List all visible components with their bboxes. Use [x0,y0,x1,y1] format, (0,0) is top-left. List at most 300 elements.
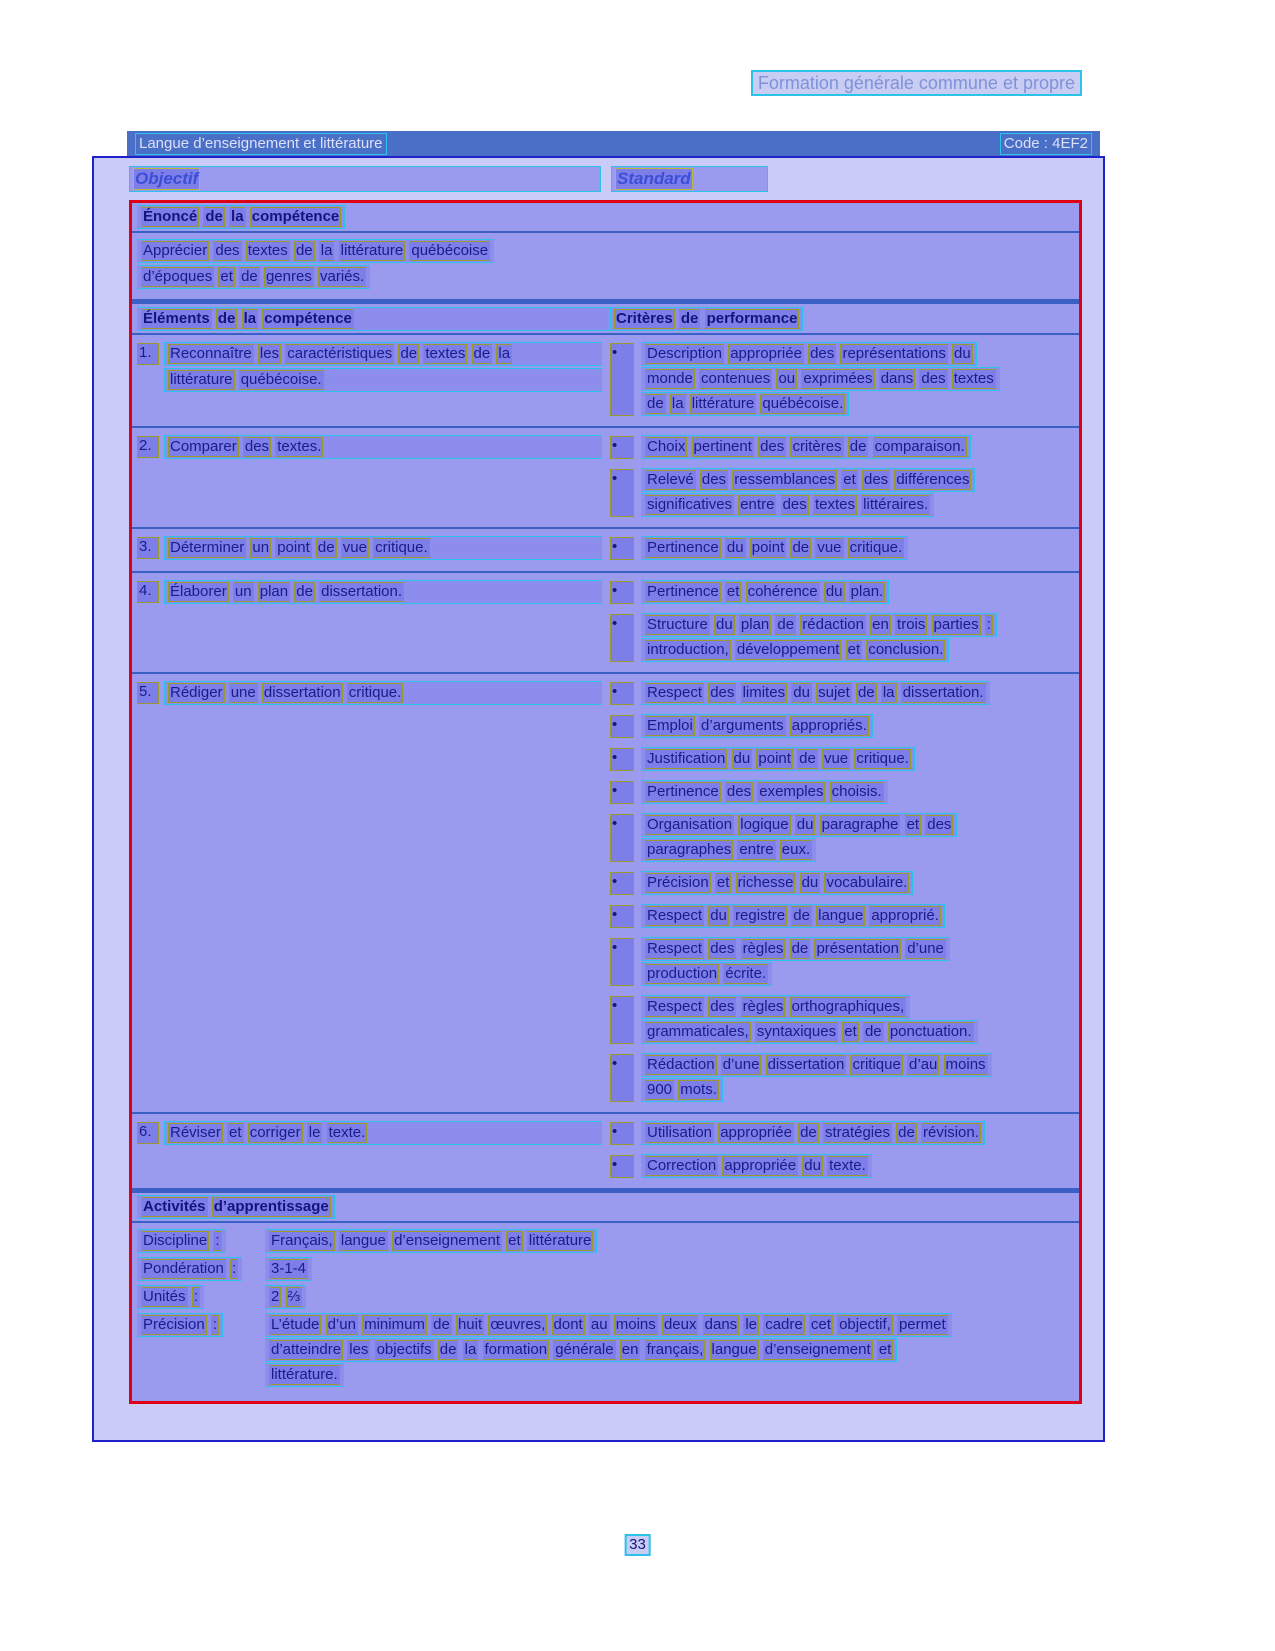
ocr-word-box: d’enseignement [764,1341,871,1358]
ocr-word-box: en [872,616,889,633]
ocr-word-box: compétence [264,310,352,327]
ocr-word-box: de [241,268,258,285]
ocr-word-box: de [799,750,816,767]
ocr-line [641,1020,978,1044]
ocr-word-box: du [733,750,751,767]
ocr-word-box: 900 [647,1081,673,1098]
ocr-line [137,239,494,263]
criterion-line [641,1053,1074,1077]
criteria-cell [610,681,1079,1103]
objectif-label: Objectif [135,169,199,188]
activity-row [137,1285,1074,1310]
ocr-line [641,838,816,862]
ocr-word-box: Respect [647,907,703,924]
criterion-lines [641,1121,1074,1146]
ocr-word-box: Éléments [143,310,210,327]
ocr-word-box: langue [340,1232,386,1249]
ocr-word-box: littérature [170,371,233,388]
ocr-word-box: des [782,496,807,513]
criterion-line [641,937,1074,961]
ocr-word-box: monde [647,370,693,387]
ocr-line [641,435,971,459]
ocr-word-box: de [792,539,810,556]
criterion [610,813,1074,863]
ocr-word-box: moins [615,1316,656,1333]
criterion-lines [641,871,1074,896]
activity-label [137,1285,204,1309]
ocr-word-box: représentations [842,345,946,362]
ocr-word-box: ponctuation. [889,1023,972,1040]
ocr-line [164,536,602,560]
ocr-word-box: Justification [647,750,726,767]
ocr-word-box: de [791,940,809,957]
ocr-line [137,265,370,289]
ocr-word-box: performance [706,310,798,327]
bullet-icon: • [610,581,634,604]
criterion-line [641,714,1074,738]
activity-row [137,1229,1074,1254]
ocr-word-box: appropriés. [791,717,867,734]
ocr-word-box: L’étude [271,1316,320,1333]
element-line [164,368,602,392]
bullet-icon: • [610,614,634,662]
competence-row [132,335,1079,426]
ocr-word-box: vocabulaire. [826,874,908,891]
ocr-word-box: : [212,1316,218,1333]
ocr-word-box: du [954,345,971,362]
criterion-lines [641,468,1074,518]
ocr-word-box: dissertation [767,1056,845,1073]
activity-row [137,1257,1074,1282]
element-number: 3. [137,537,159,559]
ocr-word-box: richesse [737,874,794,891]
criterion-line [641,962,1074,986]
activity-value-cell [265,1285,1074,1310]
bullet-icon: • [610,1155,634,1178]
element-cell [132,536,610,562]
ocr-word-box: langue [711,1341,757,1358]
criterion-lines [641,813,1074,863]
ocr-word-box: contenues [701,370,771,387]
criterion [610,613,1074,663]
ocr-word-box: plan [740,616,770,633]
ocr-word-box: Structure [647,616,708,633]
ocr-word-box: cet [810,1316,831,1333]
ocr-word-box: des [215,242,240,259]
ocr-word-box: plan [259,583,289,600]
enonce-body [132,233,1079,299]
ocr-word-box: québécoise [411,242,489,259]
ocr-line [265,1285,306,1309]
ocr-word-box: point [758,750,791,767]
criterion [610,1154,1074,1179]
ocr-line [641,904,945,928]
competence-row [132,428,1079,527]
ocr-word-box: développement [736,641,840,658]
element-line [137,435,602,459]
ocr-word-box: œuvres, [490,1316,546,1333]
activity-value-line [265,1363,1074,1387]
competence-table [129,200,1082,1404]
element-number: 2. [137,436,159,458]
ocr-word-box: Emploi [647,717,693,734]
ocr-word-box: logique [740,816,789,833]
ocr-word-box: minimum [364,1316,425,1333]
ocr-word-box: Organisation [647,816,733,833]
element-line [137,342,602,366]
ocr-word-box: critique. [856,750,909,767]
criterion-line [641,392,1074,416]
element-line [137,536,602,560]
element-cell [132,435,610,518]
activites-heading-row [132,1193,1079,1221]
ocr-word-box: écrite. [725,965,767,982]
ocr-word-box: : [215,1232,220,1249]
ocr-word-box: d’au [909,1056,938,1073]
ocr-word-box: moins [945,1056,986,1073]
ocr-word-box: français, [646,1341,704,1358]
ocr-word-box: Description [647,345,723,362]
ocr-word-box: critères [792,438,842,455]
table-headings-row [132,304,1079,333]
criterion-lines [641,937,1074,987]
element-number: 1. [137,343,159,365]
activity-value-line [265,1285,1074,1309]
activity-label-cell [137,1257,265,1282]
ocr-word-box: générale [555,1341,614,1358]
criterion-lines [641,613,1074,663]
ocr-word-box: littérature. [271,1366,338,1383]
ocr-word-box: la [320,242,333,259]
ocr-line [641,536,908,560]
criterion [610,580,1074,605]
criterion-line [641,995,1074,1019]
ocr-line [164,681,602,705]
criterion-lines [641,995,1074,1045]
ocr-word-box: objectifs [376,1341,432,1358]
ocr-word-box: appropriée [720,1124,792,1141]
ocr-line [265,1338,897,1362]
ocr-word-box: Réviser [170,1124,221,1141]
content-panel [92,156,1105,1442]
criterion [610,468,1074,518]
ocr-word-box: texte. [328,1124,366,1141]
ocr-word-box: Utilisation [647,1124,713,1141]
ocr-word-box: huit [457,1316,483,1333]
ocr-word-box: entre [740,496,775,513]
criterion-line [641,1078,1074,1102]
ocr-word-box: de [864,1023,882,1040]
activity-label [137,1313,223,1337]
ocr-word-box: les [259,345,280,362]
ocr-line [641,780,888,804]
ocr-word-box: paragraphe [821,816,899,833]
bullet-icon: • [610,781,634,804]
page-number: 33 [624,1534,651,1556]
element-cell [132,342,610,417]
activity-label-cell [137,1313,265,1388]
bullet-icon: • [610,436,634,459]
ocr-word-box: Pondération [143,1260,224,1277]
ocr-line [641,937,950,961]
running-header: Formation générale commune et propre [751,70,1082,96]
ocr-word-box: des [810,345,835,362]
criteria-cell [610,536,1079,562]
criterion-line [641,367,1074,391]
enonce-heading [137,205,345,229]
criterion [610,1053,1074,1103]
ocr-word-box: des [927,816,952,833]
ocr-line [641,1154,872,1178]
criterion-line [641,468,1074,492]
ocr-word-box: de [898,1124,915,1141]
ocr-word-box: la [671,395,684,412]
ocr-word-box: les [349,1341,369,1358]
criterion [610,937,1074,987]
ocr-line [641,367,1000,391]
criteres-heading [610,307,803,331]
ocr-word-box: dissertation. [902,684,984,701]
ocr-word-box: Relevé [647,471,694,488]
title-bar [127,131,1100,156]
ocr-line [641,613,997,637]
ocr-word-box: conclusion. [868,641,944,658]
ocr-word-box: ou [778,370,796,387]
ocr-word-box: du [825,583,843,600]
ocr-word-box: caractéristiques [287,345,393,362]
ocr-word-box: Apprécier [143,242,208,259]
ocr-word-box: Reconnaître [170,345,252,362]
ocr-word-box: d’atteindre [271,1341,342,1358]
ocr-line [641,1053,992,1077]
criterion-lines [641,580,1074,605]
criteres-heading-cell [610,307,1074,331]
bullet-icon: • [610,469,634,517]
criterion-line [641,871,1074,895]
competence-row [132,674,1079,1112]
ocr-word-box: Respect [647,998,703,1015]
bullet-icon: • [610,872,634,895]
ocr-word-box: Discipline [143,1232,208,1249]
elements-heading-cell [137,307,610,331]
criterion-lines [641,904,1074,929]
criterion [610,780,1074,805]
ocr-line [641,392,849,416]
competence-row [132,573,1079,672]
ocr-word-box: Unités [143,1288,186,1305]
ocr-word-box: Respect [647,940,703,957]
ocr-word-box: : [232,1260,237,1277]
ocr-word-box: Critères [616,310,673,327]
ocr-word-box: littérature [691,395,755,412]
ocr-word-box: critique. [849,539,903,556]
criterion [610,747,1074,772]
criteria-cell [610,342,1079,417]
ocr-word-box: des [710,940,735,957]
ocr-word-box: le [308,1124,321,1141]
ocr-word-box: de [400,345,418,362]
ocr-word-box: paragraphes [647,841,732,858]
ocr-word-box: texte. [829,1157,866,1174]
bullet-icon: • [610,905,634,928]
element-number: 4. [137,581,159,603]
ocr-word-box: règles [742,940,784,957]
ocr-word-box: la [882,684,895,701]
ocr-word-box: point [751,539,785,556]
ocr-word-box: de [647,395,664,412]
ocr-line [265,1257,312,1281]
criterion-lines [641,536,1074,561]
criterion-line [641,681,1074,705]
activity-value-line [265,1338,1074,1362]
ocr-word-box: de [793,907,810,924]
competence-row [132,1114,1079,1188]
ocr-word-box: québécoise. [240,371,322,388]
ocr-word-box: règles [742,998,784,1015]
ocr-word-box: Choix [647,438,686,455]
criterion [610,536,1074,561]
criterion-lines [641,780,1074,805]
activites-heading [137,1195,335,1219]
criterion-line [641,342,1074,366]
criterion-line [641,435,1074,459]
ocr-word-box: trois [897,616,926,633]
ocr-word-box: du [726,539,744,556]
ocr-word-box: la [231,208,244,225]
ocr-word-box: Rédaction [647,1056,715,1073]
ocr-word-box: des [701,471,727,488]
ocr-word-box: québécoise. [762,395,844,412]
activity-value-line [265,1257,1074,1281]
bullet-icon: • [610,343,634,416]
ocr-word-box: vue [342,539,367,556]
objectif-standard-row [129,166,1103,192]
element-number: 5. [137,682,159,704]
ocr-word-box: du [716,616,733,633]
activites-rows [132,1223,1079,1401]
bullet-icon: • [610,996,634,1044]
ocr-word-box: présentation [816,940,900,957]
ocr-word-box: cadre [765,1316,803,1333]
ocr-word-box: cohérence [747,583,818,600]
activity-label-cell [137,1229,265,1254]
ocr-line [265,1363,344,1387]
criterion [610,995,1074,1045]
ocr-word-box: une [230,684,256,701]
ocr-word-box: du [804,1157,821,1174]
ocr-word-box: en [621,1341,639,1358]
ocr-word-box: pertinent [693,438,752,455]
ocr-word-box: des [863,471,889,488]
ocr-word-box: Déterminer [170,539,245,556]
ocr-word-box: : [193,1288,198,1305]
ocr-word-box: et [844,1023,857,1040]
ocr-word-box: différences [896,471,970,488]
activity-label [137,1257,242,1281]
ocr-line [164,580,602,604]
ocr-word-box: et [726,583,740,600]
ocr-word-box: textes [425,345,466,362]
ocr-word-box: significatives [647,496,733,513]
ocr-word-box: Français, [271,1232,333,1249]
ocr-word-box: critique. [348,684,402,701]
ocr-word-box: des [244,438,270,455]
ocr-word-box: critique [852,1056,901,1073]
ocr-word-box: Pertinence [647,539,719,556]
ocr-word-box: Élaborer [170,583,227,600]
ocr-word-box: textes. [277,438,322,455]
ocr-word-box: objectif, [839,1316,891,1333]
ocr-word-box: textes [247,242,288,259]
ocr-word-box: orthographiques, [791,998,905,1015]
criterion-line [641,813,1074,837]
element-line [137,1121,602,1145]
ocr-line [641,714,873,738]
ocr-word-box: vue [823,750,849,767]
ocr-word-box: grammaticales, [647,1023,749,1040]
criterion [610,681,1074,706]
ocr-word-box: la [243,310,257,327]
ocr-line [641,342,977,366]
ocr-word-box: Précision [647,874,709,891]
criterion-lines [641,681,1074,706]
ocr-word-box: Correction [647,1157,717,1174]
column-header-objectif [129,166,601,192]
ocr-line [164,435,602,459]
activity-value-line [265,1313,1074,1337]
ocr-word-box: permet [898,1316,946,1333]
criterion [610,435,1074,460]
activity-value-cell [265,1257,1074,1282]
ocr-line [641,493,934,517]
ocr-word-box: un [252,539,270,556]
ocr-word-box: d’enseignement [394,1232,500,1249]
activity-label [137,1229,226,1253]
ocr-word-box: dans [704,1316,738,1333]
activity-label-cell [137,1285,265,1310]
activity-row [137,1313,1074,1388]
ocr-word-box: entre [739,841,774,858]
ocr-word-box: un [234,583,252,600]
ocr-word-box: 2 [271,1288,280,1305]
ocr-line [641,962,772,986]
ocr-word-box: des [760,438,785,455]
ocr-word-box: de [473,345,491,362]
ocr-word-box: dans [880,370,914,387]
ocr-word-box: d’époques [143,268,213,285]
criteria-cell [610,1121,1079,1179]
criterion-line [641,838,1074,862]
ocr-line [641,1121,985,1145]
ocr-word-box: Activités [143,1198,206,1215]
criterion-line [641,904,1074,928]
criteria-cell [610,580,1079,663]
ocr-word-box: Énoncé [143,208,198,225]
bullet-icon: • [610,537,634,560]
ocr-word-box: de [433,1316,450,1333]
element-cell [132,1121,610,1179]
ocr-word-box: des [726,783,752,800]
criterion-line [641,613,1074,637]
ocr-word-box: de [800,1124,817,1141]
criterion [610,1121,1074,1146]
ocr-word-box: dont [553,1316,583,1333]
ocr-word-box: dissertation [263,684,341,701]
ocr-word-box: d’une [907,940,944,957]
ocr-line [641,580,889,604]
ocr-word-box: mots. [680,1081,717,1098]
ocr-word-box: et [847,641,861,658]
